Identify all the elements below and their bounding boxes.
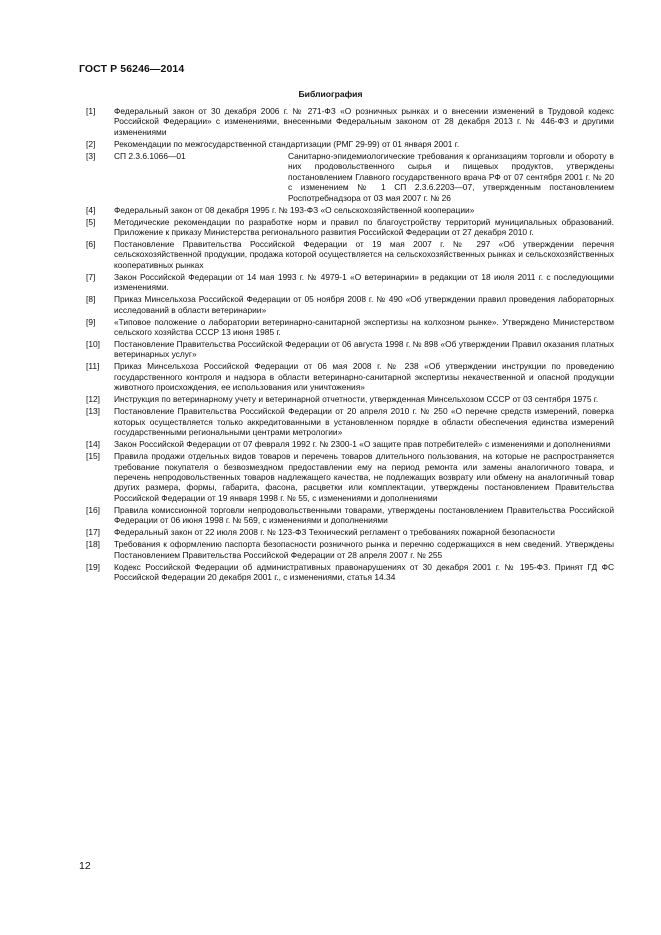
- entry-text: Федеральный закон от 30 декабря 2006 г. № 271-ФЗ «О розничных рынках и о внесении изменений в Трудовой кодекс Российской Федерации» с изменениями, внесенными Федеральным законом от 28 декабря 2013 г. № 446-ФЗ и другими изменениями: [114, 106, 614, 137]
- entry-number: [19]: [86, 561, 100, 572]
- bibliography-list: [86, 106, 614, 584]
- bibliography-entry-9: [86, 317, 614, 338]
- bibliography-entry-6: [86, 239, 614, 270]
- entry-text: Постановление Правительства Российской Федерации от 19 мая 2007 г. № 297 «Об утверждении перечня сельскохозяйственной продукции, продажа которой осуществляется на сельскохозяйственных рынках и сельскохозяйственных кооперативных рынках: [114, 238, 614, 270]
- entry-text: Рекомендации по межгосударственной стандартизации (РМГ 29-99) от 01 января 2001 г.: [114, 138, 460, 149]
- entry-number: [16]: [86, 504, 100, 515]
- entry-number: [3]: [86, 150, 96, 161]
- entry-text: Правила комиссионной торговли непродовольственными товарами, утверждены постановлением Правительства Российской Федерации от 06 июня 1998 г. № 569, с изменениями и дополнениями: [114, 504, 614, 526]
- entry-number: [15]: [86, 451, 100, 462]
- entry-number: [4]: [86, 204, 96, 215]
- entry-text: Федеральный закон от 08 декабря 1995 г. № 193-ФЗ «О сельскохозяйственной кооперации»: [114, 204, 475, 215]
- bibliography-title: Библиография: [298, 89, 363, 99]
- bibliography-entry-16: [86, 505, 614, 526]
- entry-text: Постановление Правительства Российской Федерации от 06 августа 1998 г. № 898 «Об утверждении Правил оказания платных ветеринарных услуг»: [114, 339, 614, 360]
- entry-code: СП 2.3.6.1066—01: [114, 150, 186, 161]
- bibliography-entry-19: [86, 562, 614, 583]
- bibliography-entry-14: [86, 439, 614, 449]
- entry-number: [13]: [86, 406, 100, 417]
- entry-text: Закон Российской Федерации от 07 февраля 1992 г. № 2300-1 «О защите прав потребителей» с изменениями и дополнениями: [114, 439, 611, 450]
- bibliography-entry-1: [86, 106, 614, 137]
- entry-number: [9]: [86, 316, 96, 327]
- entry-number: [7]: [86, 271, 96, 282]
- entry-number: [10]: [86, 339, 100, 350]
- entry-number: [2]: [86, 138, 96, 149]
- entry-number: [17]: [86, 527, 100, 538]
- page-number: 12: [79, 860, 91, 872]
- bibliography-entry-4: [86, 205, 614, 215]
- entry-text: Правила продажи отдельных видов товаров и перечень товаров длительного пользования, на которые не распространяется требование покупателя о безвозмездном предоставлении ему на период ремонта или замены аналогичного товара, и перечень непродовольственных товаров надлежащего качества, не подлежащих возврату или обмену на аналогичный товар других размера, формы, габарита, фасона, расцветки или комплектации, утверждены постановлением Правительства Российской Федерации от 19 января 1998 г. № 55, с изменениями и дополнениями: [114, 451, 614, 503]
- document-header: ГОСТ Р 56246—2014: [79, 63, 185, 75]
- entry-number: [11]: [86, 361, 100, 372]
- entry-text: Требования к оформлению паспорта безопасности розничного рынка и перечню содержащихся в нем сведений. Утверждены Постановлением Правительства Российской Федерации от 28 апреля 2007 г. № 255: [114, 539, 614, 560]
- entry-text: Инструкция по ветеринарному учету и ветеринарной отчетности, утвержденная Минсельхозом СССР от 03 сентября 1975 г.: [114, 394, 599, 405]
- bibliography-entry-8: [86, 294, 614, 315]
- entry-text: Закон Российской Федерации от 14 мая 1993 г. № 4979-1 «О ветеринарии» в редакции от 18 июля 2011 г. с последующими изменениями.: [114, 271, 614, 293]
- entry-number: [5]: [86, 216, 96, 227]
- entry-number: [12]: [86, 394, 100, 405]
- entry-number: [6]: [86, 238, 96, 249]
- entry-text: Постановление Правительства Российской Федерации от 20 апреля 2010 г. № 250 «О перечне средств измерений, поверка которых осуществляется только аккредитованными в установленном порядке в области обеспечения единства измерений государственными региональными центрами метрологии»: [114, 406, 614, 438]
- bibliography-entry-3: [86, 151, 614, 203]
- bibliography-entry-12: [86, 394, 614, 404]
- entry-text: «Типовое положение о лаборатории ветеринарно-санитарной экспертизы на колхозном рынке». Утверждено Министерством сельского хозяйства СССР 13 июня 1985 г.: [114, 316, 614, 338]
- entry-number: [1]: [86, 106, 96, 116]
- bibliography-entry-18: [86, 539, 614, 560]
- entry-text: Приказ Минсельхоза Российской Федерации от 05 ноября 2008 г. № 490 «Об утверждении правил проведения лабораторных исследований в области ветеринарии»: [114, 294, 614, 315]
- bibliography-entry-7: [86, 272, 614, 293]
- entry-text: Кодекс Российской Федерации об административных правонарушениях от 30 декабря 2001 г. № 195-ФЗ. Принят ГД ФС Российской Федерации 20 декабря 2001 г., с изменениями, статья 14.34: [114, 561, 614, 583]
- bibliography-entry-5: [86, 217, 614, 238]
- bibliography-entry-11: [86, 361, 614, 392]
- entry-text: Приказ Минсельхоза Российской Федерации от 06 мая 2008 г. № 238 «Об утверждении инструкции по проведению государственного контроля и надзора в области ветеринарно-санитарной экспертизы некачественной и опасной продукции животного происхождения, ее использования или уничтожения»: [114, 361, 614, 393]
- bibliography-entry-2: [86, 139, 614, 149]
- entry-number: [8]: [86, 294, 96, 305]
- bibliography-entry-15: [86, 451, 614, 503]
- entry-text: Методические рекомендации по разработке норм и правил по благоустройству территорий муниципальных образований. Приложение к приказу Министерства регионального развития Российской Федерации от 27 декабря 2010 г.: [114, 216, 614, 237]
- entry-number: [14]: [86, 439, 100, 450]
- bibliography-entry-10: [86, 339, 614, 360]
- entry-text: Федеральный закон от 22 июля 2008 г. № 123-ФЗ Технический регламент о требованиях пожарной безопасности: [114, 527, 555, 538]
- bibliography-entry-13: [86, 406, 614, 437]
- entry-text: Санитарно-эпидемиологические требования к организациям торговли и обороту в них продовольственного сырья и пищевых продуктов, утверждены постановлением Главного государственного врача РФ от 07 сентября 2001 г. № 20 с изменением № 1 СП 2.3.6.2203—07, утвержденным постановлением Роспотребнадзора от 03 мая 2007 г. № 26: [288, 150, 614, 203]
- entry-number: [18]: [86, 539, 100, 550]
- bibliography-entry-17: [86, 527, 614, 537]
